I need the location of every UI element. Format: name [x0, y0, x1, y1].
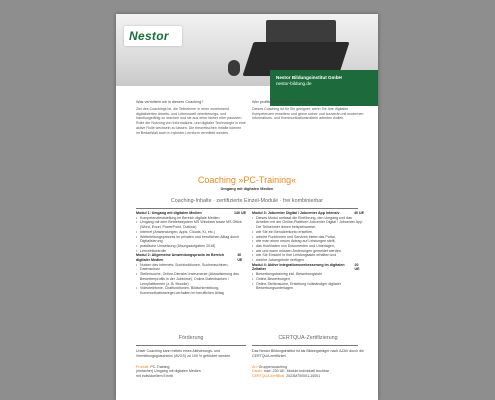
list-item: • welche Jobangebote verfügen. [252, 258, 364, 263]
institute-website[interactable]: nestor-bildung.de [276, 81, 312, 86]
intro-left [136, 100, 246, 136]
list-item: • Umgang mit dem Betriebssystem MS Windows sowie MS Office (Word, Excel, PowerPoint, Outlook) [136, 220, 246, 229]
list-item: • Kompetenzfeststellung im Bereich digitale Medien [136, 216, 246, 221]
module-items [136, 216, 246, 254]
list-item: • praktische Umsetzung (Übungsaufgaben 2018) [136, 244, 246, 249]
divider [136, 208, 358, 209]
institute-name: Nestor Bildungsinstitut GmbH [276, 75, 342, 80]
art-value: Gruppencoaching [258, 364, 287, 369]
module-block [136, 253, 246, 295]
intro-left-text: Ziel des Coachings ist, die Teilnehmer in einer zunehmend digitalisierten Arbeits- und Lebenswelt orientierungs- und handlungsfähig zu machen und sie aus einer bisher eher passiven Rolle der Nutzung von Informations- und digitaler Technologie in eine aktive Rolle wechseln zu lassen. Die theoretischen Inhalte können im Bedarfsfall auch in hybrider Lernform vermittelt werden. [136, 106, 246, 135]
module-ue: 140 UE [234, 211, 246, 215]
list-item: • Internet (Anwendungen, Apps, Clouds, KI, etc.) [136, 230, 246, 235]
intro-right-text: Dieses Coaching ist für Sie geeignet, wenn Sie Ihre digitalen Kompetenzen erweitern und gerne sicher und souverän mit modernen Informations- und Kommunikationsmitteln arbeiten wollen. [252, 106, 364, 121]
zert-line [252, 374, 364, 379]
module-items [136, 263, 246, 296]
module-block [252, 263, 364, 291]
cert-text: Das Nestor Bildungsinstitut ist als Bildungsträger nach AZAV durch die CERTQUA zertifiziert. [252, 349, 364, 358]
dauer-value: max. 230 UE, Module individuell buchbar [263, 369, 330, 374]
list-item: • welche Funktionen und Services bietet das Portal, [252, 235, 364, 240]
cert-divider [252, 345, 358, 346]
list-item: • das Hochladen von Dokumenten und Unterlagen, [252, 244, 364, 249]
list-item: • Online-Bewerbungen [252, 277, 364, 282]
module-block [136, 211, 246, 253]
list-item: • Online-Stellensuche, Erstellung vollständiger digitaler Bewerbungsunterlagen [252, 282, 364, 291]
module-ue: 40 UE [354, 211, 364, 215]
product-line-2: (einfacher) Umgang mit digitalen Medien [136, 369, 201, 374]
module-ue: 20 UE [354, 262, 360, 272]
list-item: • Nutzen des Internets: Suchfunktionen, Suchmaschinen, Datenschutz [136, 263, 246, 272]
flyer-page [116, 14, 378, 400]
list-item: • Lernzielkontrolle [136, 249, 246, 254]
funding-section [136, 349, 246, 379]
list-item: • wie Sie ein Benutzerkonto erstellen, [252, 230, 364, 235]
list-item: • Stellensuche, Online-Dienste/-Instrumente (Aktualisierung des Bewerberprofils in der Jobbörse), Online-Datenbanken / Lernplattformen (z. B. Moodle) [136, 272, 246, 286]
art-label: Art: [252, 364, 258, 369]
intro-right-heading: Wer profitiert von diesem Coaching? [252, 100, 314, 104]
product-line-3: mit individuellem Einritt [136, 374, 173, 379]
module-ue: 30 UE [237, 253, 243, 263]
list-item: • Dieses Modul umfasst die Einführung, den Umgang und das Arbeiten mit der Online-Plattform Jobcenter Digital / Jobcenter App. Die Teilnehmer lernen beispielsweise, [252, 216, 364, 230]
zert-label: CERTQUA Zertifikat: [252, 374, 286, 379]
list-item: • Videotelefonie, Chatfunktionen, Bildschirmteilung, Kommunikationsregel-verhalten im beruflichen Alltag [136, 286, 246, 295]
content-heading: Coaching-Inhalte · zertifizierte Einzel-Module · frei kombinierbar [170, 198, 324, 204]
list-item: • Bewerbungstraining inkl. Bewerbungsfoto [252, 272, 364, 277]
module-title [252, 263, 364, 272]
module-title-text: Modul 4: Aktive Integrationsverbesserung im digitalen Zeitalter [252, 262, 345, 272]
funding-heading: Förderung [178, 335, 204, 341]
modules-left-column [136, 211, 246, 296]
cert-heading: CERTQUA-Zertifizierung [278, 335, 338, 341]
module-title-text: Modul 1: Umgang mit digitalen Medien [136, 211, 202, 215]
module-items [252, 216, 364, 263]
intro-right [252, 100, 364, 121]
funding-divider [136, 345, 246, 346]
list-item: • wie und wann müssen Änderungen gemeldet werden, [252, 249, 364, 254]
modules-right-column [252, 211, 364, 291]
dauer-label: Dauer: [252, 369, 263, 374]
mouse-image [228, 60, 240, 76]
product-label: Produkt: [136, 364, 150, 369]
module-title [136, 253, 246, 262]
laptop-screen-image [266, 20, 336, 44]
page-title: Coaching »PC-Training« [197, 175, 297, 185]
zert-value: 2023M700001-10001 [286, 374, 321, 379]
module-block [252, 211, 364, 263]
module-title-text: Modul 2: Allgemeine Anwendungspraxis im Bereich digitaler Medien [136, 253, 225, 263]
page-subtitle: Umgang mit digitalen Medien [220, 187, 274, 191]
list-item: • Weiterleitungsprozess im privaten und beruflichen Alltag durch Digitalisierung [136, 235, 246, 244]
list-item: • wie Sie Einsicht in Ihre Leistungsakte erhalten und [252, 253, 364, 258]
funding-text: Unser Coaching kann mittels eines Aktivierungs- und Vermittlungsgutscheins (AVGS) zu 100 % gefördert werden. [136, 349, 232, 358]
logo [124, 26, 182, 46]
logo-text: Nestor [129, 29, 169, 43]
cert-section [252, 349, 364, 379]
module-title-text: Modul 3: Jobcenter Digital / Jobcenter App intensiv [252, 211, 340, 215]
intro-left-heading: Was vermitteln wir in diesem Coaching? [136, 100, 204, 104]
module-items [252, 272, 364, 291]
product-value: PC-Training, [150, 364, 171, 369]
list-item: • wie man einen neuen Antrag auf Leistungen stellt, [252, 239, 364, 244]
